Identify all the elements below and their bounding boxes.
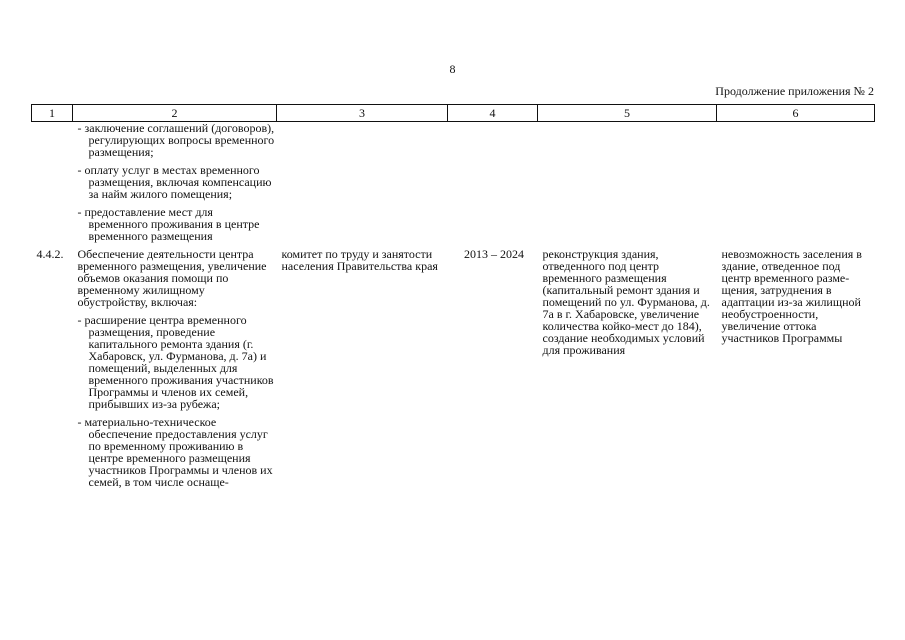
measure-item: - материально-техническое обеспечение предоставления услуг по временному проживанию в центре временного размещения участников Программы и членов их семей, в том числе оснаще- (77, 415, 273, 489)
continued-item: - заключение соглашений (договоров), регулирующих вопросы временного размещения; (77, 121, 275, 159)
result-cell: реконструкция здания, отведенного под центр временного размещения (капитальный ремонт здания и помещений по ул. Фурманова, д. 7а в г. Хабаровске, увеличение количества койко-мест до 184), создание необходимых условий для проживания (542, 247, 710, 357)
column-header-6: 6 (717, 105, 875, 122)
continued-row-number (32, 122, 73, 249)
appendix-note: Продолжение приложения № 2 (715, 84, 874, 98)
executor-cell: комитет по труду и занятости населения Правительства края (281, 247, 438, 273)
period-cell: 2013 – 2024 (464, 247, 524, 261)
continued-measure-cell (73, 122, 277, 249)
program-measures-table (31, 104, 875, 488)
consequences-cell: невозможность заселения в здание, отведенное под центр временного размещения, затруднения в адаптации из-за жилищной необустроенности, увеличение оттока участников Программы (721, 247, 862, 345)
page-number: 8 (449, 62, 456, 76)
row-number: 4.4.2. (36, 247, 64, 261)
measure-cell (73, 248, 277, 488)
measure-item: - расширение центра временного размещения, проведение капитального ремонта здания (г. Хабаровск, ул. Фурманова, д. 7а) и помещений, выделенных для временного проживания участников Программы и членов их семей, прибывших из-за рубежа; (77, 313, 274, 411)
measure-title: Обеспечение деятельности центра временного размещения, увеличение объемов оказания помощи по временному жилищному обустройству, включая: (77, 247, 267, 309)
column-header-3: 3 (277, 105, 448, 122)
column-header-1: 1 (32, 105, 73, 122)
table-row (32, 248, 875, 488)
column-number-row (32, 105, 875, 122)
continued-item: - предоставление мест для временного проживания в центре временного размещения (77, 205, 260, 243)
column-header-2: 2 (73, 105, 277, 122)
continued-item: - оплату услуг в местах временного размещения, включая компенсацию за найм жилого помещения; (77, 163, 272, 201)
column-header-4: 4 (448, 105, 538, 122)
continued-row (32, 122, 875, 249)
column-header-5: 5 (538, 105, 717, 122)
